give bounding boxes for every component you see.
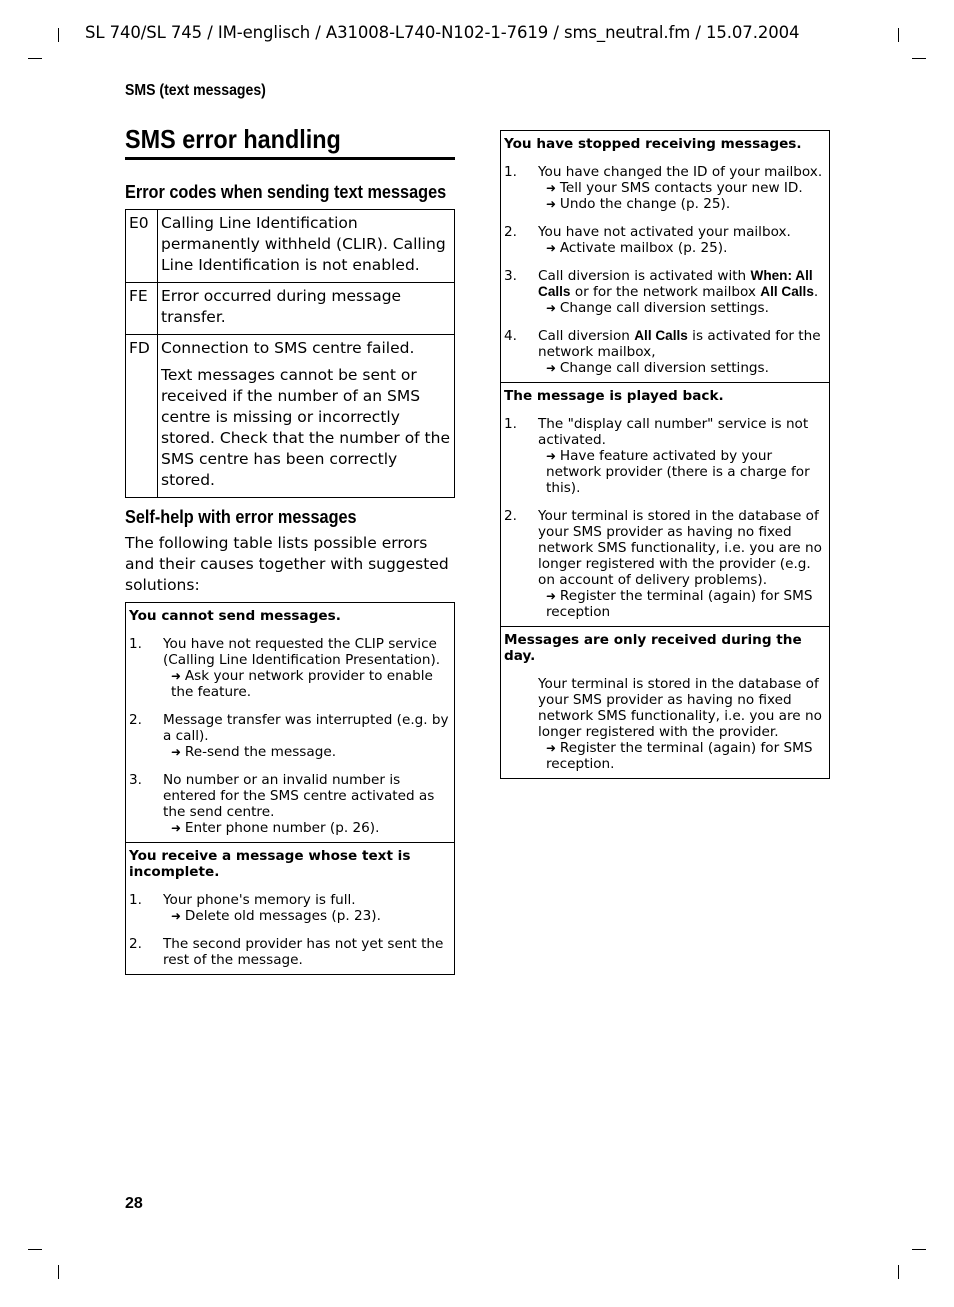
- help-item: [504, 164, 826, 212]
- title-rule: [125, 157, 455, 160]
- page-number: 28: [125, 1195, 143, 1212]
- error-description: [158, 210, 455, 283]
- error-code-row: [126, 210, 455, 283]
- item-number: [504, 676, 538, 772]
- self-help-intro: The following table lists possible errors and their causes together with suggested solutions:: [125, 534, 449, 594]
- text-fragment: .: [813, 284, 819, 300]
- left-help-table: [125, 602, 455, 975]
- item-body: [163, 936, 451, 968]
- item-number: 1.: [504, 164, 517, 180]
- text-fragment: or for the network mailbox: [570, 284, 761, 300]
- help-section-title: You cannot send messages.: [129, 608, 341, 624]
- item-text: The second provider has not yet sent the rest of the message.: [163, 936, 444, 968]
- item-body: [163, 712, 451, 760]
- crop-mark: [898, 1265, 899, 1279]
- help-item: [504, 268, 826, 316]
- text-fragment: Call diversion: [538, 328, 635, 344]
- item-body: [163, 772, 451, 836]
- item-number: 1.: [129, 636, 142, 652]
- help-section-title: The message is played back.: [504, 388, 724, 404]
- item-body: [163, 636, 451, 700]
- menu-term: When: All Calls: [538, 268, 813, 299]
- crop-mark: [58, 1265, 59, 1279]
- item-number: 2.: [504, 224, 517, 240]
- suggested-action: [163, 908, 451, 924]
- suggested-action: [538, 180, 826, 196]
- error-codes-heading: Error codes when sending text messages: [125, 181, 447, 202]
- error-code: FE: [126, 283, 158, 335]
- crop-mark: [28, 1249, 42, 1250]
- suggested-action: [538, 300, 826, 316]
- help-section: [501, 382, 829, 626]
- action-text: Re-send the message.: [184, 744, 337, 760]
- suggested-action: [538, 740, 826, 772]
- suggested-action: [163, 668, 451, 700]
- item-number: 3.: [504, 268, 517, 284]
- suggested-action: [538, 448, 826, 496]
- action-text: Register the terminal (again) for SMS reception: [546, 588, 813, 620]
- error-code: E0: [126, 210, 158, 283]
- item-body: [538, 328, 826, 376]
- item-text: You have not requested the CLIP service (Calling Line Identification Presentation).: [163, 636, 441, 668]
- crop-mark: [28, 58, 42, 59]
- arrow-right-icon: ➜: [546, 241, 560, 255]
- action-text: Delete old messages (p. 23).: [184, 908, 381, 924]
- item-number: 1.: [504, 416, 517, 432]
- item-number: 2.: [129, 936, 142, 952]
- error-description: [158, 335, 455, 498]
- crop-mark: [912, 58, 926, 59]
- suggested-action: [538, 588, 826, 620]
- help-item: [129, 892, 451, 924]
- help-section: [501, 626, 829, 778]
- arrow-right-icon: ➜: [546, 181, 560, 195]
- item-body: [538, 268, 826, 316]
- help-item: [129, 712, 451, 760]
- arrow-right-icon: ➜: [171, 745, 185, 759]
- suggested-action: [163, 744, 451, 760]
- help-section-title: Messages are only received during the day.: [504, 632, 802, 664]
- item-text: You have changed the ID of your mailbox.: [538, 164, 823, 180]
- help-item: [129, 636, 451, 700]
- arrow-right-icon: ➜: [546, 361, 560, 375]
- suggested-action: [538, 360, 826, 376]
- right-help-table: [500, 130, 830, 779]
- help-section-title: You have stopped receiving messages.: [504, 136, 802, 152]
- error-description-paragraph: Connection to SMS centre failed.: [161, 339, 415, 357]
- error-description: [158, 283, 455, 335]
- suggested-action: [538, 196, 826, 212]
- item-number: 2.: [504, 508, 517, 524]
- item-text: [538, 268, 826, 300]
- text-fragment: Call diversion is activated with: [538, 268, 751, 284]
- arrow-right-icon: ➜: [171, 909, 185, 923]
- arrow-right-icon: ➜: [546, 197, 560, 211]
- page-header: SL 740/SL 745 / IM-englisch / A31008-L740-N102-1-7619 / sms_neutral.fm / 15.07.2004: [85, 23, 800, 42]
- error-description-paragraph: Calling Line Identification permanently withheld (CLIR). Calling Line Identification is not enabled.: [161, 214, 446, 274]
- item-body: [163, 892, 451, 924]
- action-text: Change call diversion settings.: [559, 300, 769, 316]
- item-body: [538, 164, 826, 212]
- help-section: [126, 842, 454, 974]
- error-codes-table: [125, 209, 455, 498]
- error-code-row: [126, 335, 455, 498]
- help-item: [504, 676, 826, 772]
- help-section: [126, 603, 454, 842]
- arrow-right-icon: ➜: [546, 449, 560, 463]
- item-text: Message transfer was interrupted (e.g. by a call).: [163, 712, 449, 744]
- arrow-right-icon: ➜: [546, 589, 560, 603]
- action-text: Have feature activated by your network provider (there is a charge for this).: [546, 448, 810, 496]
- item-text: Your terminal is stored in the database of your SMS provider as having no fixed network SMS functionality, i.e. you are no longer registered with the provider.: [538, 676, 822, 740]
- error-code: FD: [126, 335, 158, 498]
- action-text: Activate mailbox (p. 25).: [559, 240, 728, 256]
- running-head: SMS (text messages): [125, 82, 266, 99]
- suggested-action: [163, 820, 451, 836]
- item-text: Your phone's memory is full.: [163, 892, 356, 908]
- action-text: Tell your SMS contacts your new ID.: [559, 180, 803, 196]
- text-fragment: is activated for the network mailbox,: [538, 328, 821, 360]
- help-item: [129, 772, 451, 836]
- item-body: [538, 508, 826, 620]
- menu-term: All Calls: [760, 284, 814, 299]
- crop-mark: [898, 28, 899, 42]
- action-text: Undo the change (p. 25).: [559, 196, 731, 212]
- help-section: [501, 131, 829, 382]
- item-number: 1.: [129, 892, 142, 908]
- arrow-right-icon: ➜: [171, 669, 185, 683]
- help-item: [504, 224, 826, 256]
- item-body: [538, 416, 826, 496]
- item-text: Your terminal is stored in the database of your SMS provider as having no fixed network SMS functionality, i.e. you are no longer registered with the provider (e.g. on account of delivery problems).: [538, 508, 822, 588]
- item-text: The "display call number" service is not activated.: [538, 416, 809, 448]
- suggested-action: [538, 240, 826, 256]
- arrow-right-icon: ➜: [546, 741, 560, 755]
- item-number: 4.: [504, 328, 517, 344]
- menu-term: All Calls: [634, 328, 688, 343]
- action-text: Register the terminal (again) for SMS reception.: [546, 740, 813, 772]
- item-body: [538, 224, 826, 256]
- help-item: [504, 416, 826, 496]
- help-section-title: You receive a message whose text is incomplete.: [129, 848, 411, 880]
- error-description-paragraph: Error occurred during message transfer.: [161, 287, 402, 326]
- action-text: Ask your network provider to enable the feature.: [171, 668, 433, 700]
- item-body: [538, 676, 826, 772]
- help-item: [504, 328, 826, 376]
- item-text: You have not activated your mailbox.: [538, 224, 791, 240]
- item-text: No number or an invalid number is entered for the SMS centre activated as the send centre.: [163, 772, 435, 820]
- error-code-row: [126, 283, 455, 335]
- crop-mark: [58, 28, 59, 42]
- self-help-heading: Self-help with error messages: [125, 506, 357, 527]
- help-item: [129, 936, 451, 968]
- page-title: SMS error handling: [125, 124, 341, 154]
- crop-mark: [912, 1249, 926, 1250]
- help-item: [504, 508, 826, 620]
- arrow-right-icon: ➜: [546, 301, 560, 315]
- arrow-right-icon: ➜: [171, 821, 185, 835]
- action-text: Enter phone number (p. 26).: [184, 820, 380, 836]
- error-description-paragraph: Text messages cannot be sent or received if the number of an SMS centre is missing or incorrectly stored. Check that the number of the SMS centre has been correctly stored.: [161, 366, 450, 489]
- item-text: [538, 328, 826, 360]
- item-number: 2.: [129, 712, 142, 728]
- item-number: 3.: [129, 772, 142, 788]
- action-text: Change call diversion settings.: [559, 360, 769, 376]
